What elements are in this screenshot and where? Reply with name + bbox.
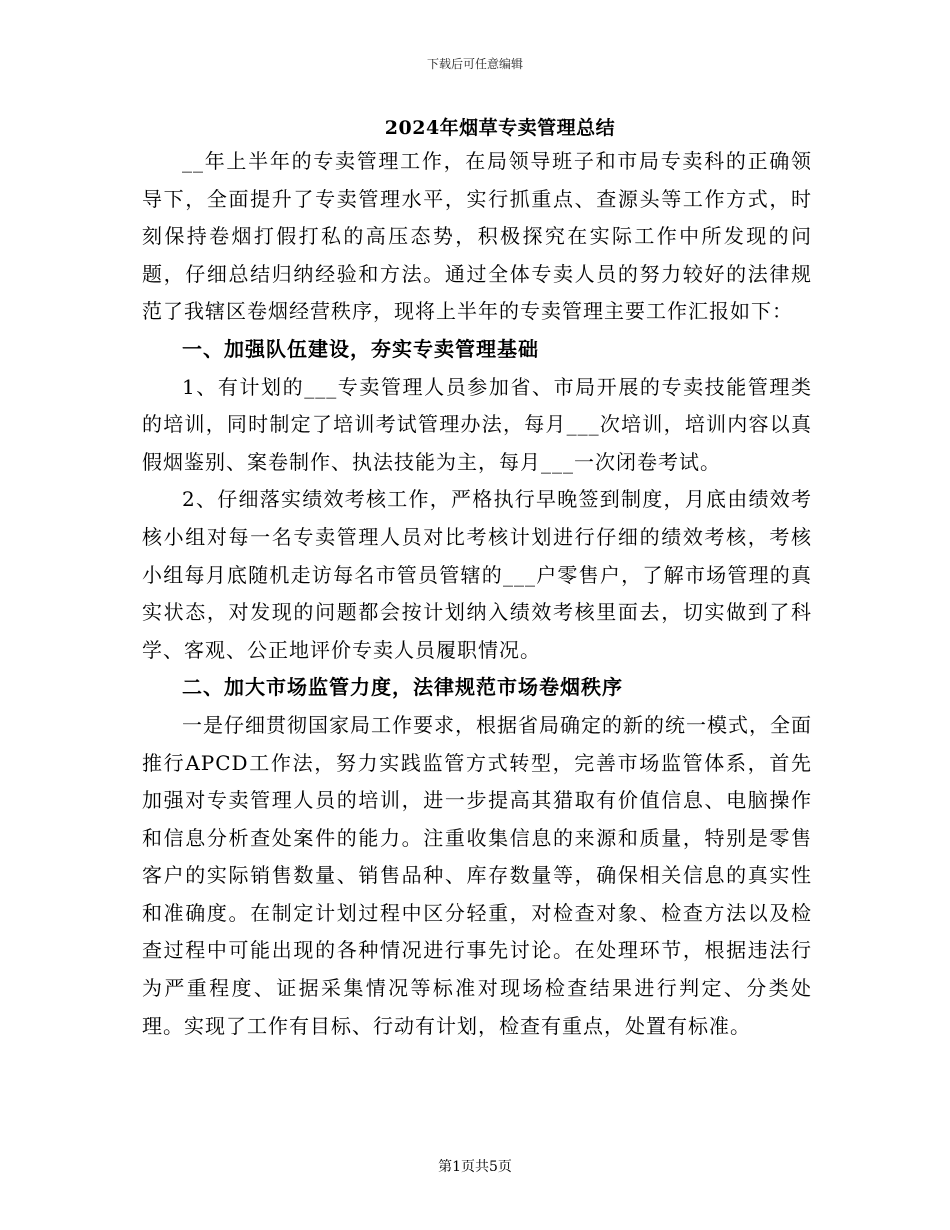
section-heading-1: 一、加强队伍建设，夯实专卖管理基础 xyxy=(182,336,539,361)
section-heading-2: 二、加大市场监管力度，法律规范市场卷烟秩序 xyxy=(182,675,623,700)
document-title: 2024年烟草专卖管理总结 xyxy=(384,117,616,139)
paragraph-item-1: 1、有计划的___专卖管理人员参加省、市局开展的专卖技能管理类的培训，同时制定了培训考试管理办法，每月___次培训，培训内容以真假烟鉴别、案卷制作、执法技能为主，每月___一次闭卷考试。 xyxy=(142,374,812,474)
page-footer: 第1页共5页 xyxy=(438,1159,512,1175)
intro-paragraph: __年上半年的专卖管理工作，在局领导班子和市局专卖科的正确领导下，全面提升了专卖管理水平，实行抓重点、查源头等工作方式，时刻保持卷烟打假打私的高压态势，积极探究在实际工作中所发现的问题，仔细总结归纳经验和方法。通过全体专卖人员的努力较好的法律规范了我辖区卷烟经营秩序，现将上半年的专卖管理主要工作汇报如下： xyxy=(142,149,812,324)
document-body xyxy=(142,143,812,1045)
paragraph-item-2: 2、仔细落实绩效考核工作，严格执行早晚签到制度，月底由绩效考核小组对每一名专卖管理人员对比考核计划进行仔细的绩效考核，考核小组每月底随机走访每名市管员管辖的___户零售户，了解市场管理的真实状态，对发现的问题都会按计划纳入绩效考核里面去，切实做到了科学、客观、公正地评价专卖人员履职情况。 xyxy=(142,487,812,662)
paragraph-section-2: 一是仔细贯彻国家局工作要求，根据省局确定的新的统一模式，全面推行APCD工作法，努力实践监管方式转型，完善市场监管体系，首先加强对专卖管理人员的培训，进一步提高其猎取有价值信息、电脑操作和信息分析查处案件的能力。注重收集信息的来源和质量，特别是零售客户的实际销售数量、销售品种、库存数量等，确保相关信息的真实性和准确度。在制定计划过程中区分轻重，对检查对象、检查方法以及检查过程中可能出现的各种情况进行事先讨论。在处理环节，根据违法行为严重程度、证据采集情况等标准对现场检查结果进行判定、分类处理。实现了工作有目标、行动有计划，检查有重点，处置有标准。 xyxy=(142,712,812,1038)
header-note: 下载后可任意编辑 xyxy=(426,57,523,71)
